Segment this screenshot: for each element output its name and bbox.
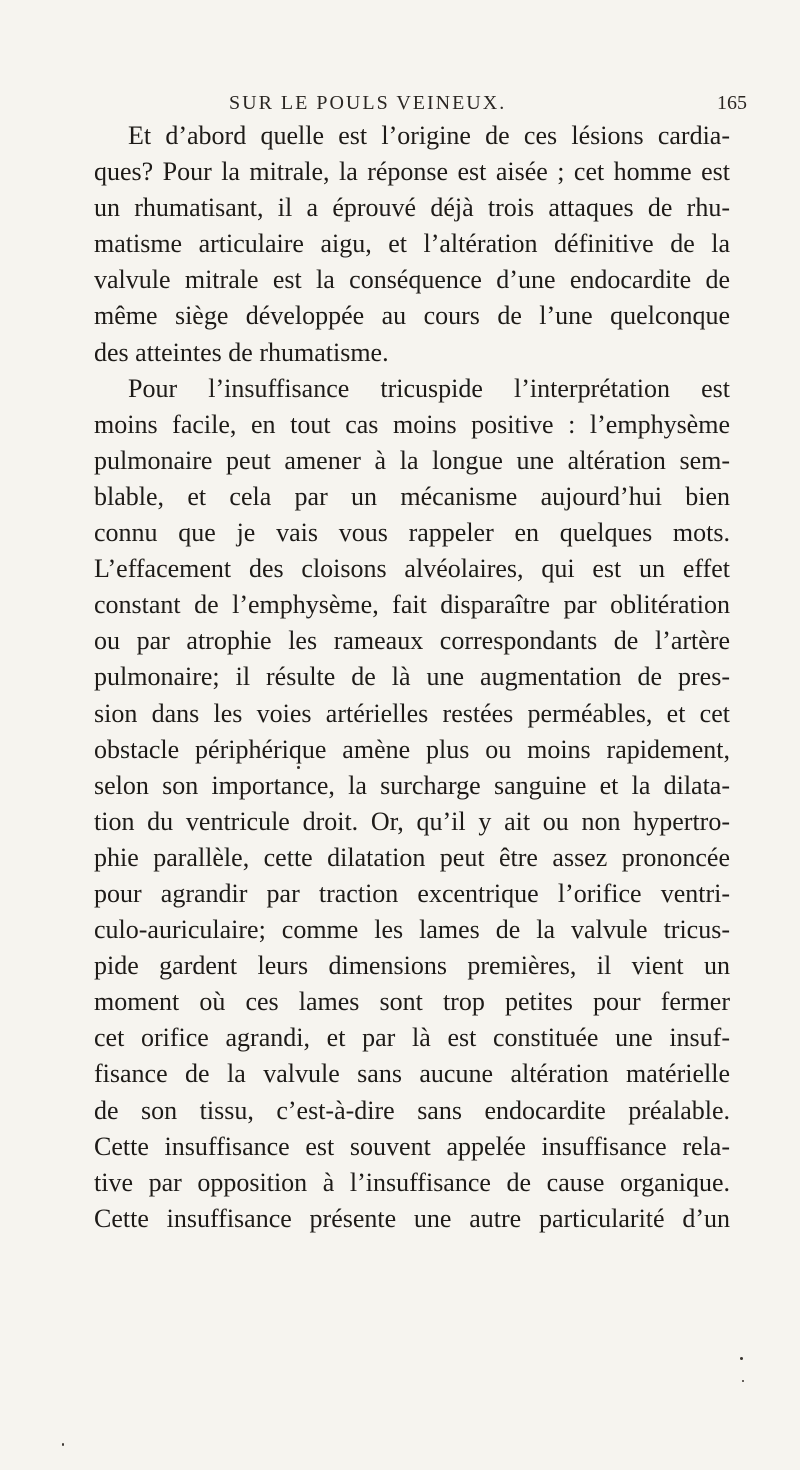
text-line <box>94 1237 730 1273</box>
text-line: tive par opposition à l’insuffisance de cause organique. <box>94 1167 730 1197</box>
text-line: pulmonaire peut amener à la longue une altération sem- <box>94 445 730 475</box>
text-line: ques? Pour la mitrale, la réponse est aisée ; cet homme est <box>94 157 730 187</box>
text-line: matisme articulaire aigu, et l’altération définitive de la <box>94 229 730 259</box>
text-line: L’effacement des cloisons alvéolaires, qui est un effet <box>94 554 730 584</box>
page-number: 165 <box>717 92 747 114</box>
ink-speck <box>297 766 300 769</box>
text-line: même siège développée au cours de l’une quelconque <box>94 301 730 331</box>
text-line: obstacle périphérique amène plus ou moins rapidement, <box>94 734 730 764</box>
text-line: ou par atrophie les rameaux correspondants de l’artère <box>94 626 730 656</box>
text-line: des atteintes de rhumatisme. <box>94 337 389 367</box>
text-line: culo-auriculaire; comme les lames de la valvule tricus- <box>94 915 730 945</box>
text-line: de son tissu, c’est-à-dire sans endocardite préalable. <box>94 1095 730 1125</box>
text-line: cet orifice agrandi, et par là est constituée une insuf- <box>94 1023 730 1053</box>
text-line: pour agrandir par traction excentrique l’orifice ventri- <box>94 878 730 908</box>
body-text <box>94 118 730 1273</box>
text-line: pulmonaire; il résulte de là une augmentation de pres- <box>94 662 730 692</box>
ink-speck <box>62 1443 64 1446</box>
text-line: sion dans les voies artérielles restées perméables, et cet <box>94 698 730 728</box>
text-line: moment où ces lames sont trop petites pour fermer <box>94 987 730 1017</box>
text-line: un rhumatisant, il a éprouvé déjà trois attaques de rhu- <box>94 193 730 223</box>
text-line: moins facile, en tout cas moins positive : l’emphysème <box>94 409 730 439</box>
text-line: Cette insuffisance présente une autre particularité d’un <box>94 1203 730 1233</box>
text-line: constant de l’emphysème, fait disparaître par oblitération <box>94 590 730 620</box>
text-line: Et d’abord quelle est l’origine de ces lésions cardia- <box>128 121 730 150</box>
text-line: Pour l’insuffisance tricuspide l’interprétation est <box>128 373 730 403</box>
ink-speck <box>742 1380 744 1382</box>
text-line: selon son importance, la surcharge sanguine et la dilata- <box>94 770 730 800</box>
text-line: blable, et cela par un mécanisme aujourd’hui bien <box>94 481 730 511</box>
text-line: fisance de la valvule sans aucune altération matérielle <box>94 1059 730 1089</box>
text-line: tion du ventricule droit. Or, qu’il y ait ou non hypertro- <box>94 806 730 836</box>
paragraph-2 <box>94 371 730 1273</box>
text-line: phie parallèle, cette dilatation peut être assez prononcée <box>94 842 730 872</box>
text-line: Cette insuffisance est souvent appelée insuffisance rela- <box>94 1131 730 1161</box>
running-head: SUR LE POULS VEINEUX. <box>229 92 507 114</box>
paragraph-1 <box>94 118 730 371</box>
text-line: pide gardent leurs dimensions premières, il vient un <box>94 951 730 981</box>
text-line: valvule mitrale est la conséquence d’une endocardite de <box>94 265 730 295</box>
text-line: connu que je vais vous rappeler en quelques mots. <box>94 518 730 548</box>
ink-speck <box>740 1357 743 1360</box>
